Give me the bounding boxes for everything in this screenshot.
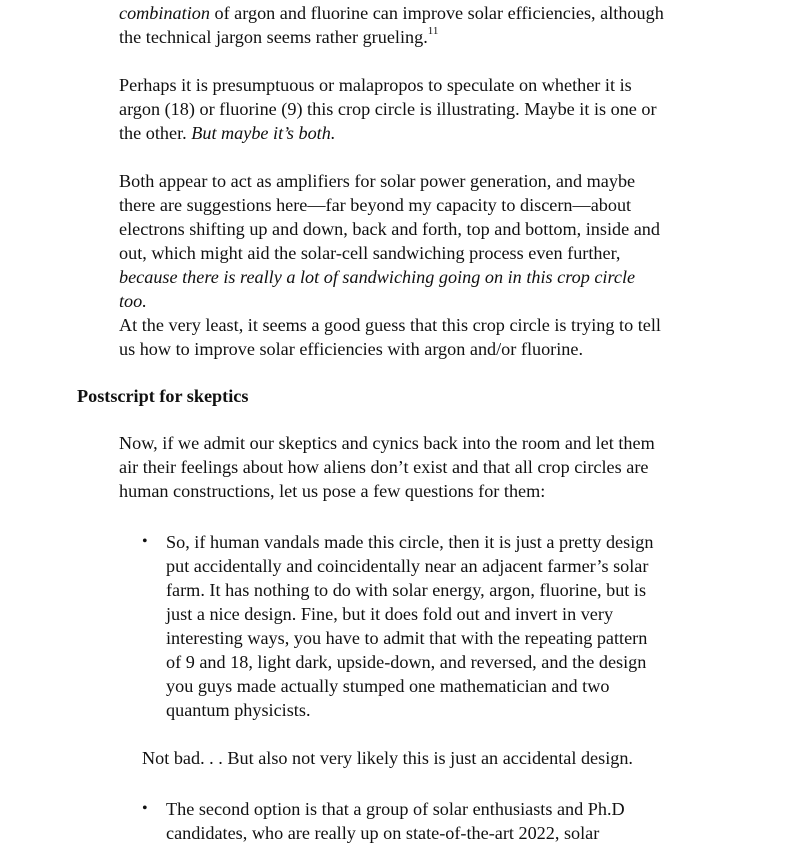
bullet-marker: •: [142, 533, 148, 550]
paragraph-text: Both appear to act as amplifiers for solar power generation, and maybe there are suggestions here—far beyond my capacity to discern—about electrons shifting up and down, back and forth, top and bottom, inside and out, which might aid the solar-cell sandwiching process even further,: [119, 171, 660, 263]
bullet-item: So, if human vandals made this circle, then it is just a pretty design put accidentally and coincidentally near an adjacent farmer’s solar farm. It has nothing to do with solar energy, argon, fluorine, but is just a nice design. Fine, but it does fold out and invert in very interesting ways, you have to admit that with the repeating pattern of 9 and 18, light dark, upside-down, and reversed, and the design you guys made actually stumped one mathematician and two quantum physicists.: [166, 532, 654, 720]
paragraph-argon-fluorine: [119, 1, 664, 49]
italic-tail: But maybe it’s both.: [191, 123, 336, 143]
section-heading: Postscript for skeptics: [77, 386, 249, 406]
paragraph-amplifiers: [119, 169, 664, 313]
paragraph-text: At the very least, it seems a good guess that this crop circle is trying to tell us how to improve solar efficiencies with argon and/or fluorine.: [119, 315, 661, 359]
paragraph-text: Perhaps it is presumptuous or malapropos to speculate on whether it is argon (18) or fluorine (9) this crop circle is illustrating. Maybe it is one or the other.: [119, 75, 657, 143]
footnote-marker: 11: [427, 24, 439, 37]
bullet-item: The second option is that a group of solar enthusiasts and Ph.D candidates, who are really up on state-of-the-art 2022, solar: [166, 799, 625, 843]
note-line: Not bad. . . But also not very likely this is just an accidental design.: [142, 748, 633, 768]
postscript-intro: Now, if we admit our skeptics and cynics back into the room and let them air their feelings about how aliens don’t exist and that all crop circles are human constructions, let us pose a few questions for them:: [119, 433, 655, 501]
italic-lead: combination: [119, 3, 210, 23]
paragraph-conclusion: [119, 313, 664, 361]
italic-tail: because there is really a lot of sandwiching going on in this crop circle too.: [119, 267, 636, 311]
paragraph-text: of argon and fluorine can improve solar efficiencies, although the technical jargon seems rather grueling.: [119, 3, 664, 47]
paragraph-speculation: [119, 73, 664, 145]
bullet-marker: •: [142, 800, 148, 817]
